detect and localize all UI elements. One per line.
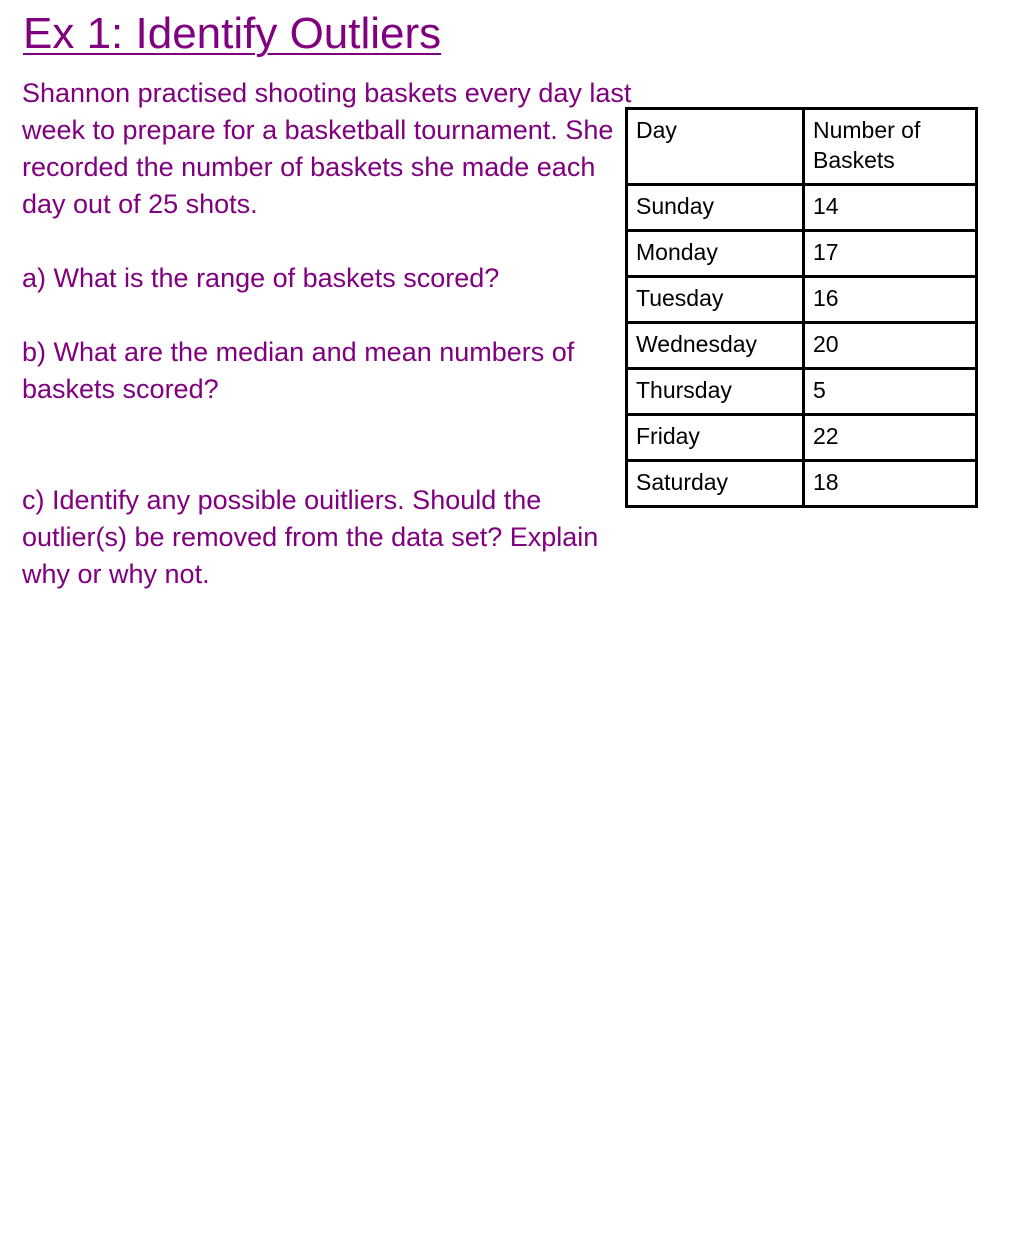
day-cell: Tuesday (627, 277, 804, 323)
table-row (627, 461, 977, 507)
baskets-cell: 20 (803, 323, 976, 369)
question-b: b) What are the median and mean numbers of baskets scored? (22, 337, 575, 404)
page-title: Ex 1: Identify Outliers (23, 9, 442, 58)
table-row (627, 369, 977, 415)
baskets-cell: 18 (803, 461, 976, 507)
header-count-line2: Baskets (812, 147, 895, 173)
question-c: c) Identify any possible ouitliers. Should the outlier(s) be removed from the data set? Explain why or why not. (22, 485, 599, 589)
table-header-row (627, 109, 977, 185)
table-row (627, 277, 977, 323)
baskets-cell: 17 (803, 231, 976, 277)
day-cell: Sunday (627, 185, 804, 231)
problem-text (22, 75, 632, 593)
day-cell: Thursday (627, 369, 804, 415)
day-cell: Friday (627, 415, 804, 461)
table-row (627, 185, 977, 231)
header-day: Day (627, 109, 804, 185)
day-cell: Wednesday (627, 323, 804, 369)
spacer (22, 297, 632, 334)
table-row (627, 323, 977, 369)
baskets-cell: 5 (803, 369, 976, 415)
table-row (627, 415, 977, 461)
table-row (627, 231, 977, 277)
day-cell: Saturday (627, 461, 804, 507)
baskets-table (625, 107, 978, 508)
baskets-cell: 16 (803, 277, 976, 323)
baskets-cell: 14 (803, 185, 976, 231)
question-a: a) What is the range of baskets scored? (22, 263, 500, 293)
spacer (22, 408, 632, 482)
day-cell: Monday (627, 231, 804, 277)
header-count-line1: Number of (812, 117, 921, 143)
problem-intro: Shannon practised shooting baskets every day last week to prepare for a basketball tournament. She recorded the number of baskets she made each day out of 25 shots. (22, 78, 632, 219)
spacer (22, 223, 632, 260)
header-number-of-baskets (803, 109, 976, 185)
baskets-cell: 22 (803, 415, 976, 461)
